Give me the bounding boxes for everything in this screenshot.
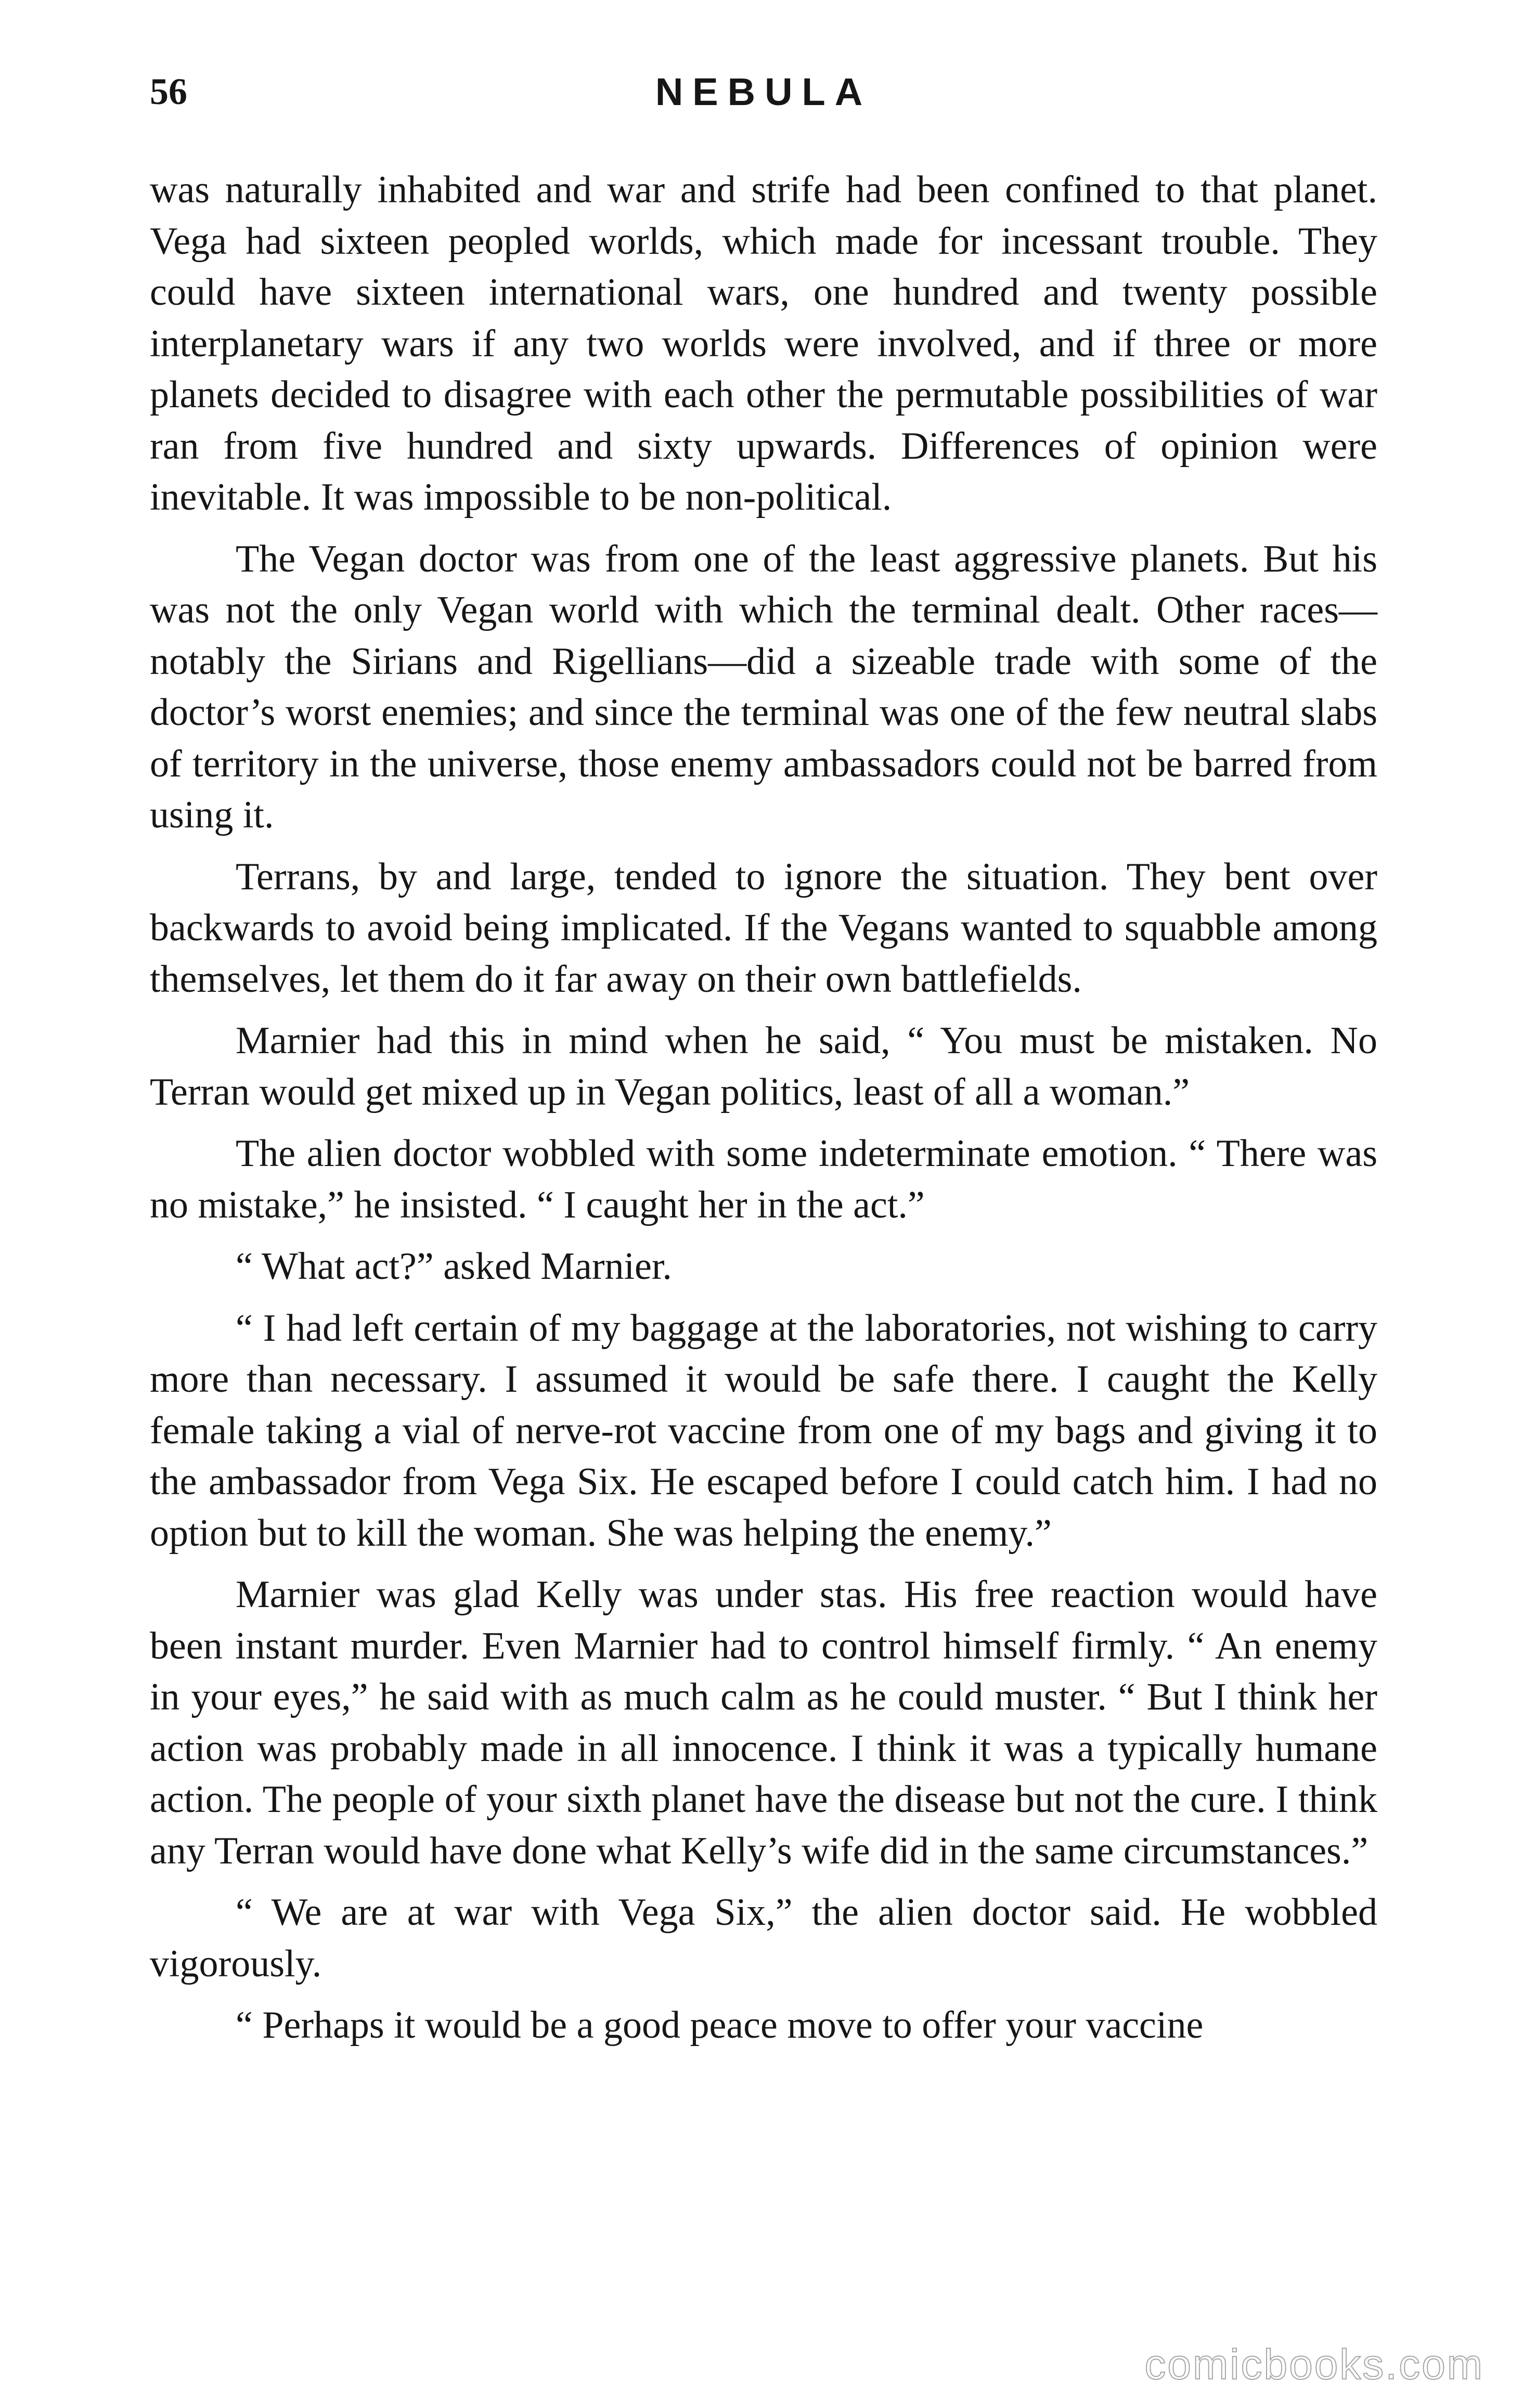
paragraph-continued: was naturally inhabited and war and strife had been confined to that planet. Vega had sixteen peopled worlds, which made for incessant trouble. They could have sixteen international wars, one hundred and twenty possible interplanetary wars if any two worlds were involved, and if three or more planets decided to disagree with each other the permutable possibilities of war ran from five hundred and sixty upwards. Differences of opinion were inevitable. It was impossible to be non-political. [150,169,1377,519]
body-text [150,164,1377,2062]
paragraph-marnier-mind: Marnier had this in mind when he said, “ You must be mistaken. No Terran would get mixed up in Vegan politics, least of all a woman.” [150,1019,1377,1114]
paragraph-vegan-doctor: The Vegan doctor was from one of the least aggressive planets. But his was not the only Vegan world with which the terminal dealt. Other races—notably the Sirians and Rigellians—did a sizeable trade with some of the doctor’s worst enemies; and since the terminal was one of the few neutral slabs of territory in the universe, those enemy ambassadors could not be barred from using it. [150,537,1377,836]
paragraph-peace-move: “ Perhaps it would be a good peace move to offer your vaccine [236,2004,1204,2047]
paragraph-baggage: “ I had left certain of my baggage at the laboratories, not wishing to carry more than necessary. I assumed it would be safe there. I caught the Kelly female taking a vial of nerve-rot vaccine from one of my bags and giving it to the ambassador from Vega Six. He escaped before I could catch him. I had no option but to kill the woman. She was helping the enemy.” [150,1306,1377,1555]
site-watermark: comicbooks.com [1144,2341,1484,2388]
paragraph-alien-doctor: The alien doctor wobbled with some indeterminate emotion. “ There was no mistake,” he insisted. “ I caught her in the act.” [150,1132,1377,1226]
paragraph-war-vega-six: “ We are at war with Vega Six,” the alien doctor said. He wobbled vigorously. [150,1891,1377,1985]
paragraph-what-act: “ What act?” asked Marnier. [236,1245,672,1288]
page-number: 56 [150,71,187,112]
running-title: NEBULA [655,70,872,113]
paragraph-marnier-glad: Marnier was glad Kelly was under stas. His free reaction would have been instant murder. Even Marnier had to control himself firmly. “ An enemy in your eyes,” he said with as much calm as he could muster. “ But I think her action was probably made in all innocence. I think it was a typically humane action. The people of your sixth planet have the disease but not the cure. I think any Terran would have done what Kelly’s wife did in the same circumstances.” [150,1573,1377,1872]
page-header [150,70,1377,135]
paragraph-terrans: Terrans, by and large, tended to ignore the situation. They bent over backwards to avoid being implicated. If the Vegans wanted to squabble among themselves, let them do it far away on their own battlefields. [150,855,1377,1001]
